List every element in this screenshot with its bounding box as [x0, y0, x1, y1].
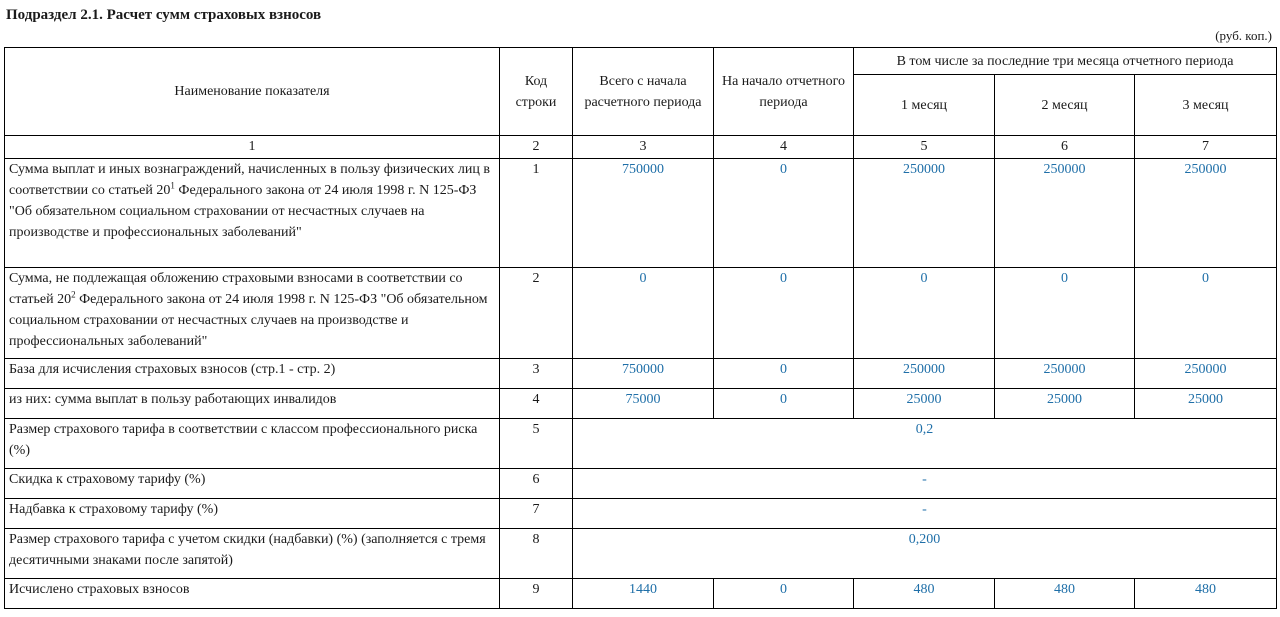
table-row	[5, 359, 1277, 389]
value-start: 0	[714, 389, 854, 419]
row-code: 3	[500, 359, 573, 389]
row-name: База для исчисления страховых взносов (стр.1 - стр. 2)	[5, 359, 500, 389]
value-month-1: 480	[854, 579, 995, 609]
value-merged: 0,200	[573, 529, 1277, 579]
row-code: 6	[500, 469, 573, 499]
col-index: 1	[5, 136, 500, 159]
value-total: 75000	[573, 389, 714, 419]
value-month-2: 480	[995, 579, 1135, 609]
value-month-1: 250000	[854, 359, 995, 389]
value-month-3: 25000	[1135, 389, 1277, 419]
units-label: (руб. коп.)	[1215, 28, 1272, 43]
value-total: 750000	[573, 359, 714, 389]
value-merged: -	[573, 469, 1277, 499]
column-index-row	[5, 136, 1277, 159]
row-name: из них: сумма выплат в пользу работающих инвалидов	[5, 389, 500, 419]
contributions-table	[4, 47, 1277, 609]
value-month-2: 250000	[995, 359, 1135, 389]
value-start: 0	[714, 159, 854, 268]
table-row	[5, 268, 1277, 359]
row-code: 8	[500, 529, 573, 579]
col-index: 7	[1135, 136, 1277, 159]
row-name: Исчислено страховых взносов	[5, 579, 500, 609]
row-name: Сумма, не подлежащая обложению страховыми взносами в соответствии со статьей $20^2$ Федерального закона от 24 июля 1998 г. N 125-ФЗ "Об обязательном социальном страховании от несчастных случаев на производстве и профессиональных заболеваний"	[5, 268, 500, 359]
row-name: Размер страхового тарифа с учетом скидки (надбавки) (%) (заполняется с тремя десятичными знаками после запятой)	[5, 529, 500, 579]
col-header-code: Код строки	[500, 48, 573, 136]
col-header-group: В том числе за последние три месяца отчетного периода	[854, 48, 1277, 75]
value-month-1: 0	[854, 268, 995, 359]
row-code: 5	[500, 419, 573, 469]
value-total: 750000	[573, 159, 714, 268]
value-start: 0	[714, 268, 854, 359]
value-merged: -	[573, 499, 1277, 529]
value-total: 0	[573, 268, 714, 359]
row-name: Надбавка к страховому тарифу (%)	[5, 499, 500, 529]
header-row	[5, 48, 1277, 75]
row-code: 4	[500, 389, 573, 419]
table-row	[5, 159, 1277, 268]
value-month-1: 250000	[854, 159, 995, 268]
col-index: 2	[500, 136, 573, 159]
row-name: Размер страхового тарифа в соответствии с классом профессионального риска (%)	[5, 419, 500, 469]
col-header-month-3: 3 месяц	[1135, 75, 1277, 136]
value-month-2: 25000	[995, 389, 1135, 419]
value-total: 1440	[573, 579, 714, 609]
value-month-3: 480	[1135, 579, 1277, 609]
table-row	[5, 469, 1277, 499]
col-header-month-2: 2 месяц	[995, 75, 1135, 136]
row-name: Сумма выплат и иных вознаграждений, начисленных в пользу физических лиц в соответствии со статьей $20^1$ Федерального закона от 24 июля 1998 г. N 125-ФЗ "Об обязательном социальном страховании от несчастных случаев на производстве и профессиональных заболеваний"	[5, 159, 500, 268]
value-month-3: 250000	[1135, 159, 1277, 268]
col-header-total: Всего с начала расчетного периода	[573, 48, 714, 136]
col-index: 4	[714, 136, 854, 159]
table-row	[5, 419, 1277, 469]
value-month-1: 25000	[854, 389, 995, 419]
row-code: 1	[500, 159, 573, 268]
col-header-month-1: 1 месяц	[854, 75, 995, 136]
col-header-name: Наименование показателя	[5, 48, 500, 136]
value-month-2: 0	[995, 268, 1135, 359]
col-index: 6	[995, 136, 1135, 159]
col-index: 3	[573, 136, 714, 159]
value-month-3: 0	[1135, 268, 1277, 359]
value-month-2: 250000	[995, 159, 1135, 268]
value-merged: 0,2	[573, 419, 1277, 469]
value-month-3: 250000	[1135, 359, 1277, 389]
row-code: 9	[500, 579, 573, 609]
value-start: 0	[714, 359, 854, 389]
row-name: Скидка к страховому тарифу (%)	[5, 469, 500, 499]
table-row	[5, 529, 1277, 579]
row-code: 2	[500, 268, 573, 359]
col-header-start: На начало отчетного периода	[714, 48, 854, 136]
value-start: 0	[714, 579, 854, 609]
table-row	[5, 499, 1277, 529]
row-code: 7	[500, 499, 573, 529]
table-row	[5, 389, 1277, 419]
col-index: 5	[854, 136, 995, 159]
table-row	[5, 579, 1277, 609]
page-title: Подраздел 2.1. Расчет сумм страховых взносов	[6, 7, 322, 23]
